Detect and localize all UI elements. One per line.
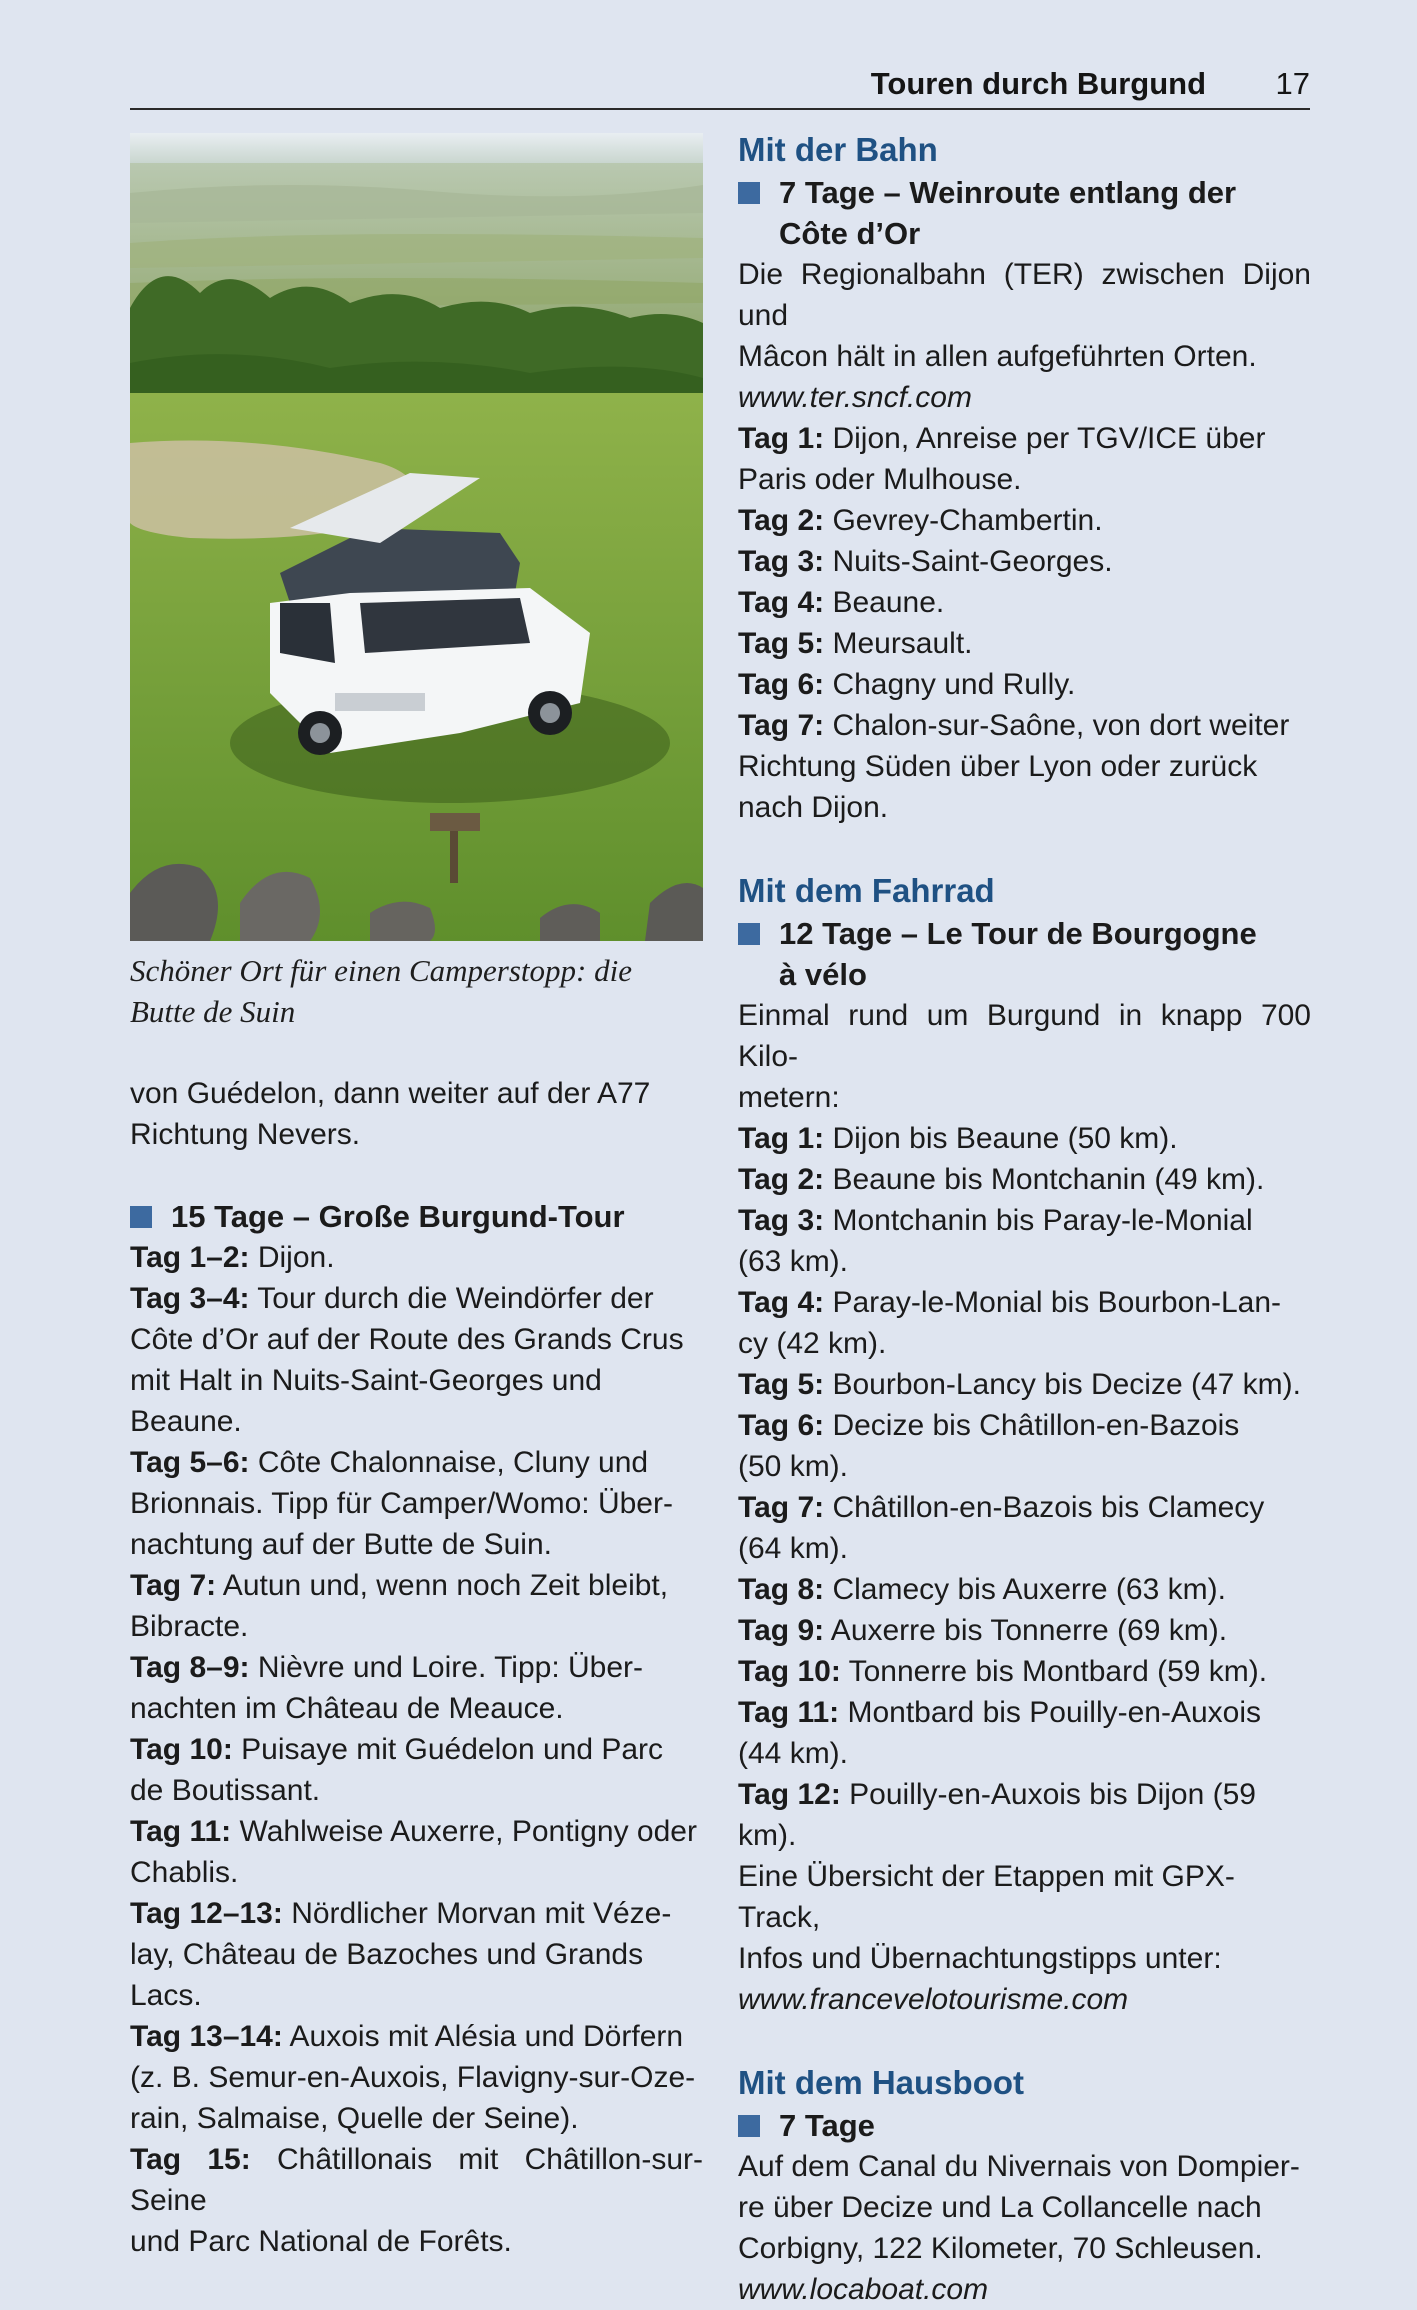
day-text: Côte Chalonnaise, Cluny und <box>249 1446 649 1479</box>
day-label: Tag 7: <box>738 1491 825 1524</box>
tour-title-line: 7 Tage – Weinroute entlang der <box>779 175 1237 210</box>
tour-title-15-tage <box>130 1196 703 1237</box>
day-text: Auxerre bis Tonnerre (69 km). <box>824 1614 1228 1647</box>
text-line: Einmal rund um Burgund in knapp 700 Kilo- <box>738 999 1311 1073</box>
tour-title-text: 7 Tage <box>779 2108 875 2143</box>
locaboat-link[interactable]: www.locaboat.com <box>738 2273 989 2306</box>
day-label: Tag 3–4: <box>130 1282 250 1315</box>
text-line: Mâcon hält in allen aufgeführten Orten. <box>738 340 1257 373</box>
day-entry <box>738 1487 1311 1528</box>
day-text-line: mit Halt in Nuits-Saint-Georges und Beaune. <box>130 1364 602 1438</box>
day-text: Autun und, wenn noch Zeit bleibt, <box>216 1569 669 1602</box>
tour-title-line: 12 Tage – Le Tour de Bourgogne <box>779 916 1257 951</box>
day-label: Tag 10: <box>130 1733 233 1766</box>
day-entry <box>130 1442 703 1483</box>
day-label: Tag 10: <box>738 1655 841 1688</box>
day-text: Clamecy bis Auxerre (63 km). <box>824 1573 1226 1606</box>
day-text: Decize bis Châtillon-en-Bazois <box>824 1409 1240 1442</box>
day-entry <box>738 582 1311 623</box>
day-text-line: (z. B. Semur-en-Auxois, Flavigny-sur-Oze- <box>130 2061 696 2094</box>
day-text: Châtillon-en-Bazois bis Clamecy <box>824 1491 1265 1524</box>
day-text: Bourbon-Lancy bis Decize (47 km). <box>824 1368 1301 1401</box>
day-text-line: lay, Château de Bazoches und Grands Lacs. <box>130 1938 644 2012</box>
day-label: Tag 9: <box>738 1614 825 1647</box>
camper-photo <box>130 133 703 941</box>
day-entry <box>738 1405 1311 1446</box>
tour-title-bahn <box>738 172 1311 254</box>
day-entry <box>130 1811 703 1852</box>
square-bullet-icon <box>130 1206 152 1228</box>
day-entry <box>130 1237 703 1278</box>
tour-title-hausboot <box>738 2105 1311 2146</box>
caption-line: Schöner Ort für einen Camperstopp: die <box>130 953 632 988</box>
day-text: Tour durch die Weindörfer der <box>249 1282 654 1315</box>
ter-link[interactable]: www.ter.sncf.com <box>738 381 972 414</box>
day-text: Auxois mit Alésia und Dörfern <box>282 2020 684 2053</box>
day-label: Tag 6: <box>738 1409 825 1442</box>
day-list <box>130 1237 703 2262</box>
tour-title-line: à vélo <box>779 957 867 992</box>
section-title-fahrrad: Mit dem Fahrrad <box>738 872 995 909</box>
text-line: Die Regionalbahn (TER) zwischen Dijon und <box>738 258 1311 332</box>
day-entry <box>738 1569 1311 1610</box>
day-entry <box>738 418 1311 459</box>
day-label: Tag 3: <box>738 1204 825 1237</box>
text-line: re über Decize und La Collancelle nach <box>738 2191 1262 2224</box>
running-header <box>130 64 1310 110</box>
day-entry <box>738 1282 1311 1323</box>
day-label: Tag 6: <box>738 668 825 701</box>
day-label: Tag 1: <box>738 422 825 455</box>
caption-line: Butte de Suin <box>130 994 296 1029</box>
day-entry <box>130 1278 703 1319</box>
day-text: Nördlicher Morvan mit Véze- <box>282 1897 672 1930</box>
day-text: Chagny und Rully. <box>824 668 1076 701</box>
day-entry <box>738 1692 1311 1733</box>
day-text-line: nachten im Château de Meauce. <box>130 1692 564 1725</box>
chapter-title: Touren durch Burgund <box>870 66 1206 101</box>
day-text-line: Richtung Süden über Lyon oder zurück <box>738 750 1258 783</box>
day-entry <box>738 705 1311 746</box>
text-line: Corbigny, 122 Kilometer, 70 Schleusen. <box>738 2232 1263 2265</box>
day-text-line: Chablis. <box>130 1856 239 1889</box>
day-label: Tag 2: <box>738 504 825 537</box>
day-entry <box>738 1651 1311 1692</box>
camper-photo-illustration <box>130 133 703 941</box>
day-label: Tag 7: <box>738 709 825 742</box>
day-entry <box>738 1200 1311 1241</box>
page-number: 17 <box>1275 66 1310 101</box>
right-column <box>738 128 1311 2310</box>
day-text: Beaune. <box>824 586 945 619</box>
photo-caption <box>130 950 703 1032</box>
day-label: Tag 8: <box>738 1573 825 1606</box>
day-text: Montchanin bis Paray-le-Monial <box>824 1204 1253 1237</box>
day-text: Nuits-Saint-Georges. <box>824 545 1113 578</box>
left-column <box>130 1073 703 2262</box>
day-entry <box>130 1647 703 1688</box>
text-line: Infos und Übernachtungstipps unter: <box>738 1942 1222 1975</box>
day-text: Dijon, Anreise per TGV/ICE über <box>824 422 1266 455</box>
tour-title-text: 15 Tage – Große Burgund-Tour <box>171 1199 625 1234</box>
day-text-line: (44 km). <box>738 1737 849 1770</box>
day-text: Paray-le-Monial bis Bourbon-Lan- <box>824 1286 1282 1319</box>
day-text: Dijon bis Beaune (50 km). <box>824 1122 1178 1155</box>
day-text-line: nach Dijon. <box>738 791 889 824</box>
day-text-line: nachtung auf der Butte de Suin. <box>130 1528 552 1561</box>
text-line: von Guédelon, dann weiter auf der A77 <box>130 1077 651 1110</box>
day-entry <box>738 1118 1311 1159</box>
day-text: Châtillonais mit Châtillon-sur-Seine <box>130 2143 703 2217</box>
day-entry <box>738 1159 1311 1200</box>
day-entry <box>738 500 1311 541</box>
day-entry <box>738 664 1311 705</box>
text-line: Richtung Nevers. <box>130 1118 361 1151</box>
day-text-line: Brionnais. Tipp für Camper/Womo: Über- <box>130 1487 673 1520</box>
square-bullet-icon <box>738 2115 760 2137</box>
day-label: Tag 3: <box>738 545 825 578</box>
day-entry <box>738 623 1311 664</box>
day-entry <box>738 541 1311 582</box>
day-text: Chalon-sur-Saône, von dort weiter <box>824 709 1290 742</box>
day-label: Tag 11: <box>738 1696 840 1729</box>
day-text-line: Bibracte. <box>130 1610 249 1643</box>
section-title-hausboot: Mit dem Hausboot <box>738 2064 1024 2101</box>
day-entry <box>130 1893 703 1934</box>
day-text: Montbard bis Pouilly-en-Auxois <box>839 1696 1262 1729</box>
text-line: Eine Übersicht der Etappen mit GPX-Track, <box>738 1860 1235 1934</box>
day-text-line: und Parc National de Forêts. <box>130 2225 512 2258</box>
day-text-line: (64 km). <box>738 1532 849 1565</box>
day-label: Tag 5–6: <box>130 1446 250 1479</box>
day-label: Tag 12–13: <box>130 1897 283 1930</box>
day-text: Dijon. <box>249 1241 335 1274</box>
day-label: Tag 2: <box>738 1163 825 1196</box>
day-label: Tag 5: <box>738 627 825 660</box>
day-text: Nièvre und Loire. Tipp: Über- <box>249 1651 644 1684</box>
day-entry <box>130 2139 703 2221</box>
day-text-line: Côte d’Or auf der Route des Grands Crus <box>130 1323 684 1356</box>
day-entry <box>130 2016 703 2057</box>
tour-title-fahrrad <box>738 913 1311 995</box>
text-line: Auf dem Canal du Nivernais von Dompier- <box>738 2150 1300 2183</box>
day-text: Beaune bis Montchanin (49 km). <box>824 1163 1265 1196</box>
day-label: Tag 8–9: <box>130 1651 250 1684</box>
day-text-line: (50 km). <box>738 1450 849 1483</box>
day-text: Gevrey-Chambertin. <box>824 504 1103 537</box>
day-entry <box>738 1610 1311 1651</box>
day-text: Tonnerre bis Montbard (59 km). <box>840 1655 1268 1688</box>
day-label: Tag 13–14: <box>130 2020 283 2053</box>
day-label: Tag 15: <box>130 2143 251 2176</box>
section-title-bahn: Mit der Bahn <box>738 131 938 168</box>
day-text-line: de Boutissant. <box>130 1774 321 1807</box>
day-text-line: (63 km). <box>738 1245 849 1278</box>
francevelotourisme-link[interactable]: www.francevelotourisme.com <box>738 1983 1129 2016</box>
day-text-line: rain, Salmaise, Quelle der Seine). <box>130 2102 579 2135</box>
day-label: Tag 11: <box>130 1815 232 1848</box>
day-label: Tag 1: <box>738 1122 825 1155</box>
day-entry <box>738 1774 1311 1856</box>
day-text: Pouilly-en-Auxois bis Dijon (59 km). <box>738 1778 1256 1852</box>
day-text: Puisaye mit Guédelon und Parc <box>232 1733 664 1766</box>
text-line: metern: <box>738 1081 840 1114</box>
day-label: Tag 4: <box>738 586 825 619</box>
day-text: Wahlweise Auxerre, Pontigny oder <box>231 1815 697 1848</box>
day-entry <box>738 1364 1311 1405</box>
day-text-line: Paris oder Mulhouse. <box>738 463 1022 496</box>
square-bullet-icon <box>738 923 760 945</box>
day-text-line: cy (42 km). <box>738 1327 887 1360</box>
day-label: Tag 7: <box>130 1569 217 1602</box>
day-text: Meursault. <box>824 627 973 660</box>
day-label: Tag 1–2: <box>130 1241 250 1274</box>
day-label: Tag 5: <box>738 1368 825 1401</box>
day-entry <box>130 1565 703 1606</box>
square-bullet-icon <box>738 182 760 204</box>
day-label: Tag 12: <box>738 1778 841 1811</box>
tour-title-line: Côte d’Or <box>779 216 921 251</box>
day-label: Tag 4: <box>738 1286 825 1319</box>
day-entry <box>130 1729 703 1770</box>
